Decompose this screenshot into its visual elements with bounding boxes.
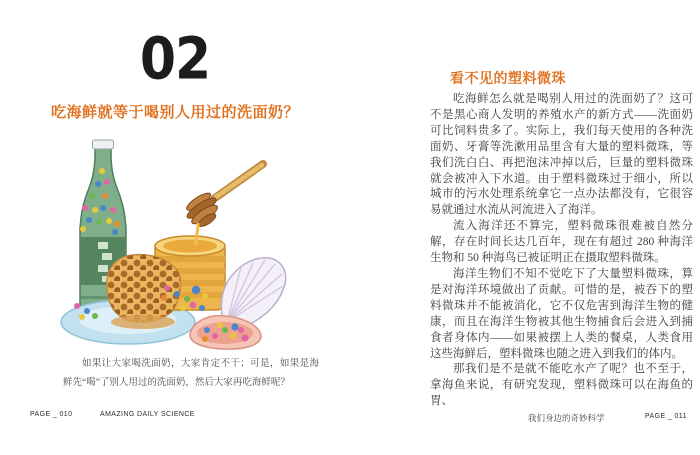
chapter-title: 吃海鲜就等于喝别人用过的洗面奶？ <box>50 105 299 121</box>
illustration <box>55 138 295 353</box>
book-title-chinese: 我们身边的奇妙科学 <box>528 413 605 423</box>
left-page-footer <box>30 411 320 418</box>
right-page-footer <box>350 412 700 426</box>
paragraph: 海洋生物们不知不觉吃下了大量塑料微珠，算是对海洋环境做出了贡献。可惜的是，被吞下的塑料微珠并不能被消化，它不仅危害到海洋生物的健康，而且在海洋生物被其他生物捕食后会进入到捕食者身体内——如果被摆上人类的餐桌，人类食用这些海鲜后，塑料微珠也随之进入到我们的体内。 <box>430 267 693 360</box>
paragraph: 流入海洋还不算完，塑料微珠很难被自然分解，存在时间长达几百年，现在有超过 280 种海洋生物和 50 种海鸟已被证明正在摄取塑料微珠。 <box>430 220 693 265</box>
right-page <box>350 0 700 455</box>
paragraph: 那我们是不是就不能吃水产了呢？也不至于，拿海鱼来说，有研究发现，塑料微珠可以在海鱼的胃、 <box>430 363 693 408</box>
page-number-left: PAGE _ 010 <box>30 411 73 418</box>
honey-drip <box>196 224 198 240</box>
honey-dipper <box>181 164 263 246</box>
body-text <box>430 92 693 410</box>
illustration-caption: 如果让大家喝洗面奶，大家肯定不干；可是，如果是海鲜先“喝”了别人用过的洗面奶，然后大家再吃海鲜呢？ <box>63 359 319 388</box>
page-number-right: PAGE _ 011 <box>645 413 687 420</box>
section-heading: 看不见的塑料微珠 <box>450 72 566 87</box>
chapter-number: 02 <box>139 26 211 94</box>
paragraph: 吃海鲜怎么就是喝别人用过的洗面奶了？这可不是黑心商人发明的养殖水产的新方式——洗面奶可比饲料贵多了。实际上，我们每天使用的各种洗面奶、牙膏等洗漱用品里含有大量的塑料微珠，等我们洗白白、再把泡沫冲掉以后，巨量的塑料微珠就会被冲入下水道。由于塑料微珠过于细小，所以城市的污水处理系统拿它一点办法都没有，它很容易就通过水流从河流进入了海洋。 <box>430 93 693 217</box>
book-title-english: AMAZING DAILY SCIENCE <box>100 411 195 418</box>
